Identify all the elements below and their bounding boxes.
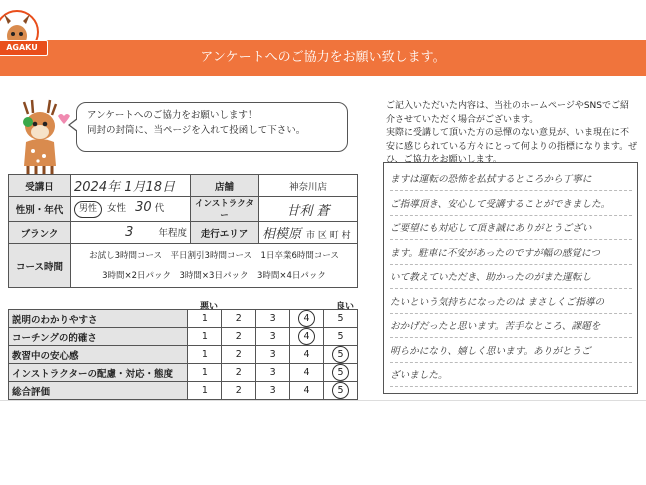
gender-label: 性別・年代 (9, 197, 71, 222)
rating-option-number: 1 (201, 313, 208, 324)
rating-option-number: 3 (269, 349, 276, 360)
rating-question-label: インストラクターの配慮・対応・態度 (9, 364, 188, 382)
age-value: 30 (135, 200, 152, 215)
instructor-value[interactable]: 甘利 蒼 (259, 197, 358, 222)
rating-option[interactable] (222, 382, 256, 400)
rating-option-number: 5 (332, 346, 349, 363)
rating-option-number: 1 (201, 367, 208, 378)
rating-option[interactable] (290, 382, 324, 400)
blank-label: ブランク (9, 222, 71, 244)
rating-option[interactable] (324, 328, 358, 346)
rating-option-number: 3 (269, 331, 276, 342)
comment-line: ご要望にも対応して頂き誠にありがとうござい (390, 218, 632, 240)
area-value: 相模原 (262, 227, 302, 242)
rating-option[interactable] (290, 364, 324, 382)
instructor-label: インストラクター (191, 197, 259, 222)
rating-option[interactable] (324, 310, 358, 328)
instruction-bubble (76, 102, 348, 152)
rating-option[interactable] (188, 364, 222, 382)
scale-good-label: 良い (336, 302, 355, 312)
rating-option[interactable] (188, 382, 222, 400)
notice-line-5: ひ、ご協力をお願いします。 (386, 155, 502, 165)
rating-option-number: 4 (298, 310, 315, 327)
rating-option-number: 1 (201, 349, 208, 360)
rating-question-label: 総合評価 (9, 382, 188, 400)
rating-option-number: 3 (269, 385, 276, 396)
rating-option[interactable] (188, 346, 222, 364)
rating-option-number: 3 (269, 367, 276, 378)
rating-question-label: コーチングの的確さ (9, 328, 188, 346)
comment-line: たいという気持ちになったのは まさしくご指導の (390, 292, 632, 314)
rating-option[interactable] (324, 364, 358, 382)
rating-option-number: 2 (235, 313, 242, 324)
shop-value: 神奈川店 (259, 175, 358, 197)
deer-mascot-icon (6, 96, 72, 176)
rating-row (9, 346, 358, 364)
rating-option-number: 2 (235, 349, 242, 360)
comment-line: 明らかになり、嬉しく思います。ありがとうご (390, 341, 632, 363)
comment-line: ご指導頂き、安心して受講することができました。 (390, 194, 632, 216)
rating-option[interactable] (222, 310, 256, 328)
shop-label: 店舗 (191, 175, 259, 197)
area-units: 市 区 町 村 (306, 231, 351, 241)
comment-box[interactable] (383, 162, 638, 394)
rating-option[interactable] (290, 310, 324, 328)
comment-line: いて教えていただき、助かったのがまた運転し (390, 267, 632, 289)
rating-option-number: 5 (337, 313, 344, 324)
gender-female-option[interactable]: 女性 (107, 203, 127, 214)
rating-question-label: 教習中の安心感 (9, 346, 188, 364)
rating-option[interactable] (256, 382, 290, 400)
rating-option[interactable] (256, 310, 290, 328)
rating-option[interactable] (222, 346, 256, 364)
info-table (8, 174, 358, 288)
date-value[interactable]: 2024年 1月18日 (71, 175, 191, 197)
course-row-2[interactable]: 3時間×2日パック 3時間×3日パック 3時間×4日パック (102, 270, 326, 281)
bubble-line-1: アンケートへのご協力をお願いします！ (87, 110, 258, 121)
notice-line-4: 安に感じられている方々にとって何よりの指標になります。ぜ (386, 141, 638, 152)
area-cell[interactable] (259, 222, 358, 244)
date-label: 受講日 (9, 175, 71, 197)
blank-cell[interactable] (71, 222, 191, 244)
comment-line: ますは運転の恐怖を払拭するところから丁寧に (390, 169, 632, 191)
rating-option[interactable] (290, 346, 324, 364)
rating-option-number: 1 (201, 331, 208, 342)
rating-option-number: 4 (303, 367, 310, 378)
notice-line-2: 介させていただく場合がございます。 (386, 114, 539, 125)
rating-option[interactable] (222, 364, 256, 382)
rating-question-label: 説明のわかりやすさ (9, 310, 188, 328)
course-options[interactable] (71, 244, 358, 288)
rating-option-number: 4 (303, 349, 310, 360)
rating-row (9, 328, 358, 346)
rating-option-number: 4 (298, 328, 315, 345)
area-label: 走行エリア (191, 222, 259, 244)
page-title: アンケートへのご協力をお願い致します。 (200, 50, 446, 65)
rating-option[interactable] (324, 346, 358, 364)
rating-option[interactable] (324, 382, 358, 400)
rating-row (9, 310, 358, 328)
rating-option-number: 2 (235, 367, 242, 378)
rating-option-number: 3 (269, 313, 276, 324)
scale-bad-label: 悪い (200, 302, 219, 312)
rating-option-number: 5 (337, 331, 344, 342)
rating-option-number: 4 (303, 385, 310, 396)
gender-age-cell[interactable] (71, 197, 191, 222)
bubble-tail-inner (70, 119, 78, 131)
rating-option[interactable] (256, 328, 290, 346)
blank-value: 3 (125, 225, 134, 240)
age-unit: 代 (154, 203, 165, 214)
comment-line: おかげだったと思います。苦手なところ、課題を (390, 316, 632, 338)
rating-option[interactable] (290, 328, 324, 346)
rating-option[interactable] (188, 328, 222, 346)
bubble-line-2: 同封の封筒に、当ページを入れて投函して下さい。 (87, 125, 306, 136)
notice-line-1: ご記入いただいた内容は、当社のホームページやSNSでご紹 (386, 101, 629, 111)
course-label: コース時間 (9, 244, 71, 288)
rating-option-number: 5 (332, 364, 349, 381)
rating-option[interactable] (256, 346, 290, 364)
rating-option[interactable] (188, 310, 222, 328)
gender-male-option[interactable]: 男性 (74, 201, 102, 218)
rating-table (8, 309, 358, 400)
rating-row (9, 382, 358, 400)
comment-line: ざいました。 (390, 365, 632, 387)
rating-row (9, 364, 358, 382)
blank-unit: 年程度 (158, 228, 187, 239)
notice-line-3: 実際に受講して頂いた方の忌憚のない意見が、いま現在に不 (386, 128, 630, 138)
rating-option-number: 2 (235, 331, 242, 342)
rating-option-number: 5 (332, 382, 349, 399)
rating-option-number: 2 (235, 385, 242, 396)
rating-option-number: 1 (201, 385, 208, 396)
rating-option[interactable] (222, 328, 256, 346)
notice-text (386, 100, 638, 168)
comment-line: ます。駐車に不安があったのですが幅の感覚につ (390, 243, 632, 265)
divider (0, 400, 646, 401)
logo-text: AGAKU (0, 40, 48, 56)
course-row-1[interactable]: お試し3時間コース 平日割引3時間コース 1日卒業6時間コース (89, 250, 339, 261)
rating-option[interactable] (256, 364, 290, 382)
